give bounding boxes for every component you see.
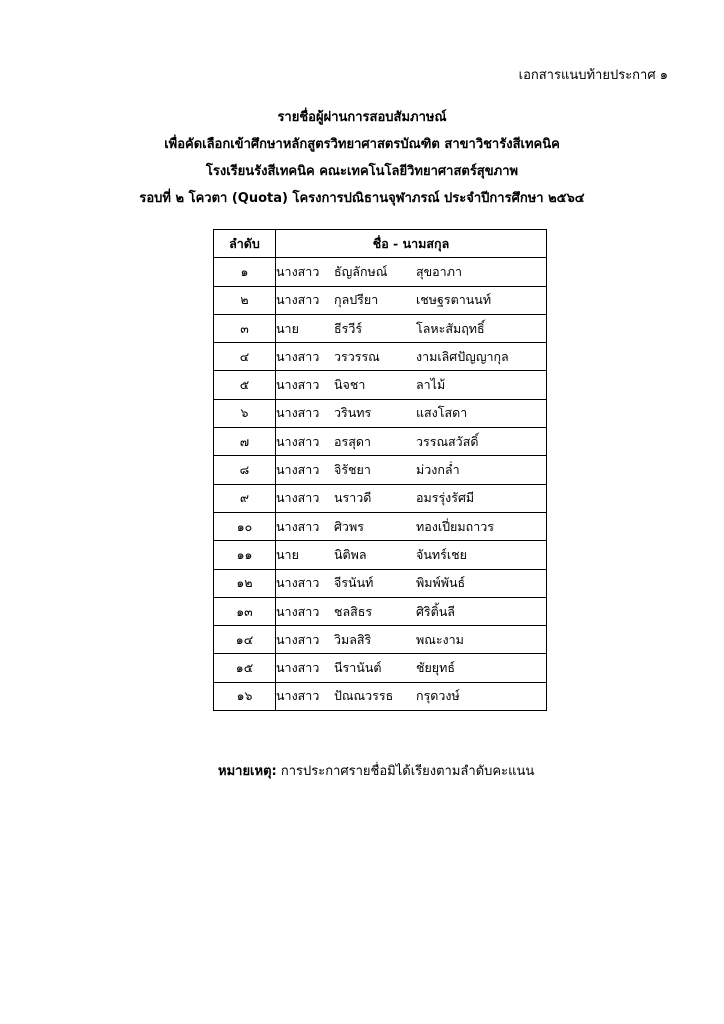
header-title: รายชื่อผู้ผ่านการสอบสัมภาษณ์ [277, 110, 447, 125]
last-name: งามเลิศปัญญากุล [416, 348, 509, 364]
last-name: จันทร์เชย [416, 546, 467, 562]
row-full-name [276, 541, 547, 569]
first-name: อรสุดา [334, 433, 371, 449]
announcement-header [0, 104, 724, 212]
name-title: นางสาว [276, 377, 320, 393]
table-body [214, 258, 547, 711]
name-title: นางสาว [276, 688, 320, 704]
header-program: เพื่อคัดเลือกเข้าศึกษาหลักสูตรวิทยาศาสตรบัณฑิต สาขาวิชารังสีเทคนิค [164, 137, 560, 152]
table-row [214, 428, 547, 456]
row-number: ๗ [214, 428, 276, 456]
name-title: นางสาว [276, 405, 320, 421]
remark [218, 760, 534, 781]
first-name: จิรัชยา [334, 462, 371, 478]
row-full-name [276, 371, 547, 399]
row-number: ๑๑ [214, 541, 276, 569]
row-number: ๖ [214, 399, 276, 427]
row-number: ๔ [214, 343, 276, 371]
column-header-name: ชื่อ - นามสกุล [276, 230, 547, 258]
first-name: ธีรวีร์ [334, 320, 363, 336]
header-round: รอบที่ ๒ โควตา (Quota) โครงการปณิธานจุฬาภรณ์ ประจำปีการศึกษา ๒๕๖๔ [139, 191, 585, 206]
last-name: กรุดวงษ์ [416, 688, 460, 704]
name-title: นางสาว [276, 603, 320, 619]
row-full-name [276, 484, 547, 512]
name-title: นางสาว [276, 263, 320, 279]
name-title: นางสาว [276, 631, 320, 647]
row-number: ๑๒ [214, 569, 276, 597]
row-number: ๑๕ [214, 654, 276, 682]
row-number: ๑ [214, 258, 276, 286]
candidate-table [213, 229, 547, 711]
row-number: ๙ [214, 484, 276, 512]
last-name: ม่วงกล่ำ [416, 462, 460, 478]
table-row [214, 597, 547, 625]
last-name: สุขอาภา [416, 263, 462, 279]
row-number: ๓ [214, 314, 276, 342]
name-title: นาย [276, 320, 299, 336]
last-name: อมรรุ่งรัศมี [416, 490, 475, 506]
first-name: นราวดี [334, 490, 372, 506]
name-title: นาย [276, 546, 299, 562]
table-row [214, 343, 547, 371]
last-name: พณะงาม [416, 631, 464, 647]
row-full-name [276, 286, 547, 314]
row-full-name [276, 512, 547, 540]
table-row [214, 258, 547, 286]
name-title: นางสาว [276, 348, 320, 364]
row-full-name [276, 682, 547, 710]
last-name: วรรณสวัสดิ์ [416, 433, 479, 449]
last-name: ศิริติ้นลี [416, 603, 455, 619]
last-name: โลหะสัมฤทธิ์ [416, 320, 485, 336]
table-header-row [214, 230, 547, 258]
name-title: นางสาว [276, 433, 320, 449]
first-name: ธัญลักษณ์ [334, 263, 388, 279]
first-name: จีรนันท์ [334, 575, 374, 591]
table-row [214, 682, 547, 710]
row-full-name [276, 428, 547, 456]
row-number: ๒ [214, 286, 276, 314]
first-name: กุลปรียา [334, 292, 379, 308]
first-name: ปัณณวรรธ [334, 688, 394, 704]
table-row [214, 286, 547, 314]
first-name: นิติพล [334, 546, 367, 562]
first-name: ศิวพร [334, 518, 364, 534]
table-row [214, 314, 547, 342]
row-number: ๑๖ [214, 682, 276, 710]
last-name: แสงโสดา [416, 405, 468, 421]
first-name: วิมลสิริ [334, 631, 372, 647]
row-number: ๕ [214, 371, 276, 399]
row-number: ๑๐ [214, 512, 276, 540]
remark-text: การประกาศรายชื่อมิได้เรียงตามลำดับคะแนน [276, 764, 535, 779]
row-full-name [276, 399, 547, 427]
name-title: นางสาว [276, 462, 320, 478]
row-number: ๑๔ [214, 626, 276, 654]
row-full-name [276, 626, 547, 654]
row-number: ๘ [214, 456, 276, 484]
header-school: โรงเรียนรังสีเทคนิค คณะเทคโนโลยีวิทยาศาสตร์สุขภาพ [205, 164, 519, 179]
name-title: นางสาว [276, 518, 320, 534]
name-title: นางสาว [276, 660, 320, 676]
table-row [214, 484, 547, 512]
column-header-number: ลำดับ [214, 230, 276, 258]
last-name: ชัยยุทธ์ [416, 660, 456, 676]
table-row [214, 512, 547, 540]
row-full-name [276, 258, 547, 286]
name-title: นางสาว [276, 490, 320, 506]
row-full-name [276, 343, 547, 371]
last-name: ทองเปี่ยมถาวร [416, 518, 494, 534]
table-row [214, 541, 547, 569]
name-title: นางสาว [276, 292, 320, 308]
last-name: เชษฐรตานนท์ [416, 292, 492, 308]
table-row [214, 654, 547, 682]
row-number: ๑๓ [214, 597, 276, 625]
first-name: นิจชา [334, 377, 366, 393]
attachment-label: เอกสารแนบท้ายประกาศ ๑ [518, 68, 668, 83]
remark-label: หมายเหตุ: [218, 764, 277, 779]
table-row [214, 399, 547, 427]
row-full-name [276, 597, 547, 625]
table-row [214, 569, 547, 597]
first-name: ชลสิธร [334, 603, 373, 619]
row-full-name [276, 456, 547, 484]
row-full-name [276, 569, 547, 597]
table-row [214, 371, 547, 399]
table-row [214, 456, 547, 484]
row-full-name [276, 654, 547, 682]
first-name: วรวรรณ [334, 348, 380, 364]
name-title: นางสาว [276, 575, 320, 591]
row-full-name [276, 314, 547, 342]
last-name: ลาไม้ [416, 377, 446, 393]
first-name: นีรานันต์ [334, 660, 382, 676]
table-row [214, 626, 547, 654]
first-name: วรินทร [334, 405, 372, 421]
last-name: พิมพ์พันธ์ [416, 575, 466, 591]
